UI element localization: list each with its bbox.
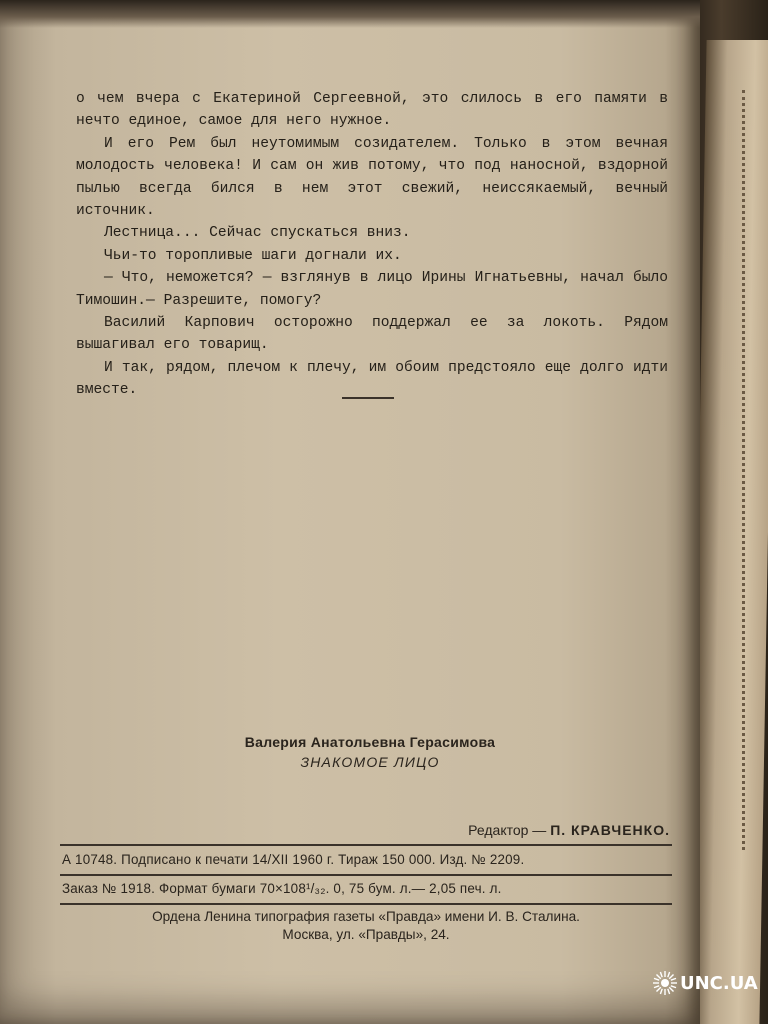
editor-line (420, 822, 670, 838)
paragraph-5: — Что, неможется? — взглянув в лицо Ирины Игнатьевны, начал было Тимошин.— Разрешите, помогу? (76, 270, 668, 309)
watermark (652, 970, 758, 996)
printer-line-1: Ордена Ленина типография газеты «Правда» имени И. В. Сталина. (152, 909, 580, 924)
editor-name: П. КРАВЧЕНКО. (550, 822, 670, 838)
paragraph-7: И так, рядом, плечом к плечу, им обоим предстояло еще долго идти вместе. (76, 359, 668, 399)
underlying-page-border (742, 90, 763, 850)
imprint-line-1: А 10748. Подписано к печати 14/XII 1960 г. Тираж 150 000. Изд. № 2209. (62, 852, 525, 867)
colophon-rule-2 (60, 874, 672, 876)
page-top-shadow (0, 0, 700, 28)
paragraph-6: Василий Карпович осторожно поддержал ее за локоть. Рядом вышагивал его товарищ. (76, 315, 668, 354)
editor-label: Редактор — (468, 822, 551, 838)
paragraph-4: Чьи-то торопливые шаги догнали их. (104, 247, 402, 264)
imprint-line-2: Заказ № 1918. Формат бумаги 70×108¹/₃₂. 0, 75 бум. л.— 2,05 печ. л. (62, 881, 502, 896)
colophon-rule-3 (60, 903, 672, 905)
printer-info (60, 908, 672, 944)
section-divider (342, 397, 394, 399)
book-title: ЗНАКОМОЕ ЛИЦО (300, 754, 440, 770)
paragraph-1: о чем вчера с Екатериной Сергеевной, это слилось в его памяти в нечто единое, самое для него нужное. (76, 91, 668, 130)
credits (60, 734, 680, 770)
author-name: Валерия Анатольевна Герасимова (244, 734, 496, 750)
body-text (76, 88, 668, 402)
watermark-text: UNC.UA (680, 972, 758, 994)
printer-line-2: Москва, ул. «Правды», 24. (282, 927, 450, 942)
paragraph-3: Лестница... Сейчас спускаться вниз. (104, 225, 411, 242)
sunburst-logo-icon (652, 970, 678, 996)
paragraph-2: И его Рем был неутомимым созидателем. Только в этом вечная молодость человека! И сам он жив потому, что под наносной, вздорной пылью всегда бился в нем этот свежий, неиссякаемый, вечный источник. (76, 135, 668, 220)
colophon-rule-1 (60, 844, 672, 846)
